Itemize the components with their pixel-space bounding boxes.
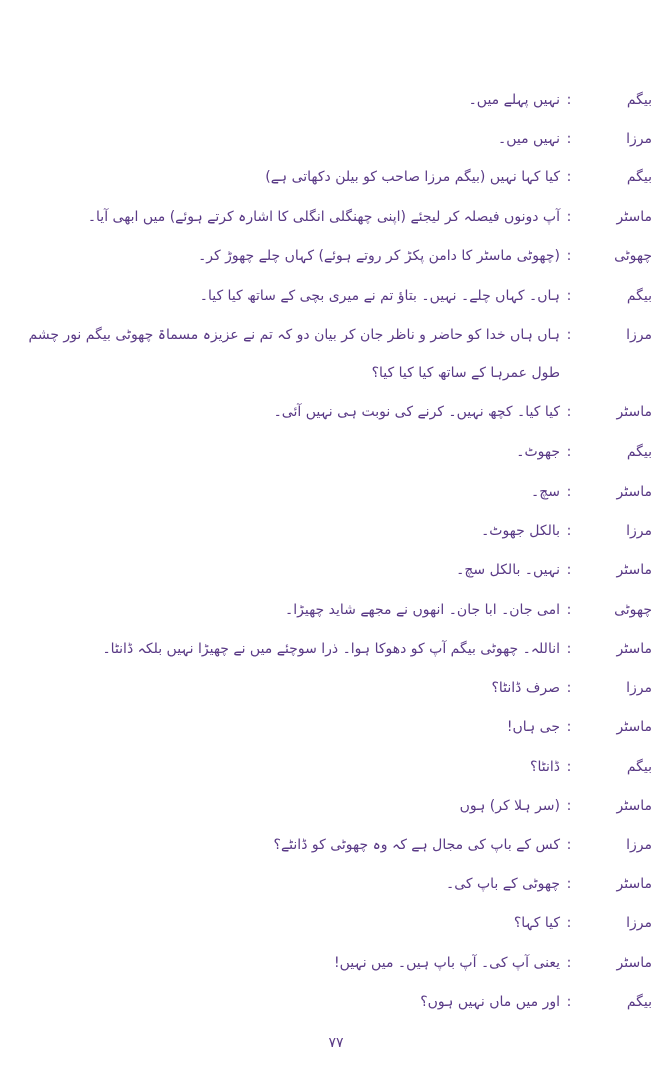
dialogue-text: جھوٹ۔ — [516, 444, 560, 460]
dialogue-line — [92, 987, 652, 1017]
speaker-name: ماسٹر — [616, 798, 652, 814]
dialogue-line — [92, 869, 652, 899]
colon-separator: : — [566, 798, 572, 814]
dialogue-text: کیا کہا؟ — [513, 915, 560, 931]
dialogue-line — [92, 124, 652, 154]
colon-separator: : — [566, 955, 572, 971]
dialogue-text: یعنی آپ کی۔ آپ باپ ہیں۔ میں نہیں! — [334, 955, 560, 971]
dialogue-line — [92, 673, 652, 703]
colon-separator: : — [566, 602, 572, 618]
dialogue-line — [92, 85, 652, 115]
dialogue-line — [92, 437, 652, 467]
dialogue-text: صرف ڈانٹا؟ — [491, 680, 560, 696]
dialogue-line — [87, 202, 652, 232]
colon-separator: : — [566, 327, 572, 343]
speaker-name: ماسٹر — [616, 719, 652, 735]
speaker-name: بیگم — [626, 759, 652, 775]
dialogue-text: ڈانٹا؟ — [530, 759, 560, 775]
speaker-name: ماسٹر — [616, 404, 652, 420]
speaker-name: مرزا — [626, 327, 652, 343]
dialogue-line — [92, 281, 652, 311]
colon-separator: : — [566, 837, 572, 853]
dialogue-text: امی جان۔ ابا جان۔ انھوں نے مجھے شاید چھیڑا۔ — [285, 602, 560, 618]
dialogue-text: ہاں ہاں خدا کو حاضر و ناظر جان کر بیان دو کہ تم نے عزیزہ مسماۃ چھوٹی بیگم نور چشم — [28, 327, 560, 343]
colon-separator: : — [566, 209, 572, 225]
colon-separator: : — [566, 404, 572, 420]
colon-separator: : — [566, 994, 572, 1010]
dialogue-line — [92, 162, 652, 192]
colon-separator: : — [566, 641, 572, 657]
dialogue-text: سچ۔ — [531, 484, 560, 500]
dialogue-line — [92, 555, 652, 585]
speaker-name: بیگم — [626, 288, 652, 304]
speaker-name: ماسٹر — [616, 209, 652, 225]
dialogue-text: (چھوٹی ماسٹر کا دامن پکڑ کر روتے ہوئے) کہاں چلے چھوڑ کر۔ — [198, 248, 560, 264]
dialogue-text: نہیں۔ بالکل سچ۔ — [456, 562, 560, 578]
dialogue-line — [92, 908, 652, 938]
dialogue-line — [92, 712, 652, 742]
speaker-name: ماسٹر — [616, 641, 652, 657]
dialogue-line — [92, 595, 652, 625]
dialogue-line — [92, 830, 652, 860]
colon-separator: : — [566, 248, 572, 264]
dialogue-continuation: طول عمرہا کے ساتھ کیا کیا کیا؟ — [371, 365, 560, 381]
colon-separator: : — [566, 876, 572, 892]
dialogue-line — [92, 397, 652, 427]
dialogue-text: اور میں ماں نہیں ہوں؟ — [420, 994, 560, 1010]
colon-separator: : — [566, 759, 572, 775]
colon-separator: : — [566, 523, 572, 539]
colon-separator: : — [566, 444, 572, 460]
speaker-name: ماسٹر — [616, 562, 652, 578]
dialogue-text: (سر ہلا کر) ہوں — [459, 798, 560, 814]
dialogue-text: ہاں۔ کہاں چلے۔ نہیں۔ بتاؤ تم نے میری بچی کے ساتھ کیا کیا۔ — [199, 288, 560, 304]
dialogue-line — [92, 634, 652, 664]
colon-separator: : — [566, 288, 572, 304]
dialogue-line — [28, 320, 652, 350]
page-number: ۷۷ — [328, 1035, 344, 1051]
speaker-name: مرزا — [626, 915, 652, 931]
colon-separator: : — [566, 562, 572, 578]
dialogue-text: آپ دونوں فیصلہ کر لیجئے (اپنی چھنگلی انگلی کا اشارہ کرتے ہوئے) میں ابھی آیا۔ — [87, 209, 560, 225]
speaker-name: مرزا — [626, 131, 652, 147]
dialogue-line — [92, 516, 652, 546]
dialogue-line — [92, 477, 652, 507]
dialogue-line — [92, 752, 652, 782]
colon-separator: : — [566, 169, 572, 185]
dialogue-line — [92, 241, 652, 271]
dialogue-text: جی ہاں! — [506, 719, 560, 735]
colon-separator: : — [566, 915, 572, 931]
colon-separator: : — [566, 680, 572, 696]
speaker-name: مرزا — [626, 680, 652, 696]
dialogue-text: نہیں میں۔ — [497, 131, 560, 147]
speaker-name: مرزا — [626, 523, 652, 539]
speaker-name: چھوٹی — [614, 602, 652, 618]
colon-separator: : — [566, 484, 572, 500]
dialogue-line — [92, 948, 652, 978]
speaker-name: ماسٹر — [616, 484, 652, 500]
colon-separator: : — [566, 92, 572, 108]
speaker-name: بیگم — [626, 169, 652, 185]
colon-separator: : — [566, 131, 572, 147]
speaker-name: ماسٹر — [616, 955, 652, 971]
dialogue-text: چھوٹی کے باپ کی۔ — [445, 876, 560, 892]
speaker-name: چھوٹی — [614, 248, 652, 264]
speaker-name: بیگم — [626, 444, 652, 460]
dialogue-text: نہیں پہلے میں۔ — [468, 92, 560, 108]
dialogue-line — [92, 791, 652, 821]
speaker-name: مرزا — [626, 837, 652, 853]
speaker-name: بیگم — [626, 994, 652, 1010]
dialogue-text: کیا کیا۔ کچھ نہیں۔ کرنے کی نوبت ہی نہیں آئی۔ — [273, 404, 560, 420]
dialogue-text: کیا کہا نہیں (بیگم مرزا صاحب کو بیلن دکھاتی ہے) — [265, 169, 560, 185]
colon-separator: : — [566, 719, 572, 735]
speaker-name: ماسٹر — [616, 876, 652, 892]
speaker-name: بیگم — [626, 92, 652, 108]
dialogue-text: اناللہ۔ چھوٹی بیگم آپ کو دھوکا ہوا۔ ذرا سوچئے میں نے چھیڑا نہیں بلکہ ڈانٹا۔ — [102, 641, 560, 657]
dialogue-text: کس کے باپ کی مجال ہے کہ وہ چھوٹی کو ڈانٹے؟ — [273, 837, 560, 853]
dialogue-text: بالکل جھوٹ۔ — [481, 523, 560, 539]
